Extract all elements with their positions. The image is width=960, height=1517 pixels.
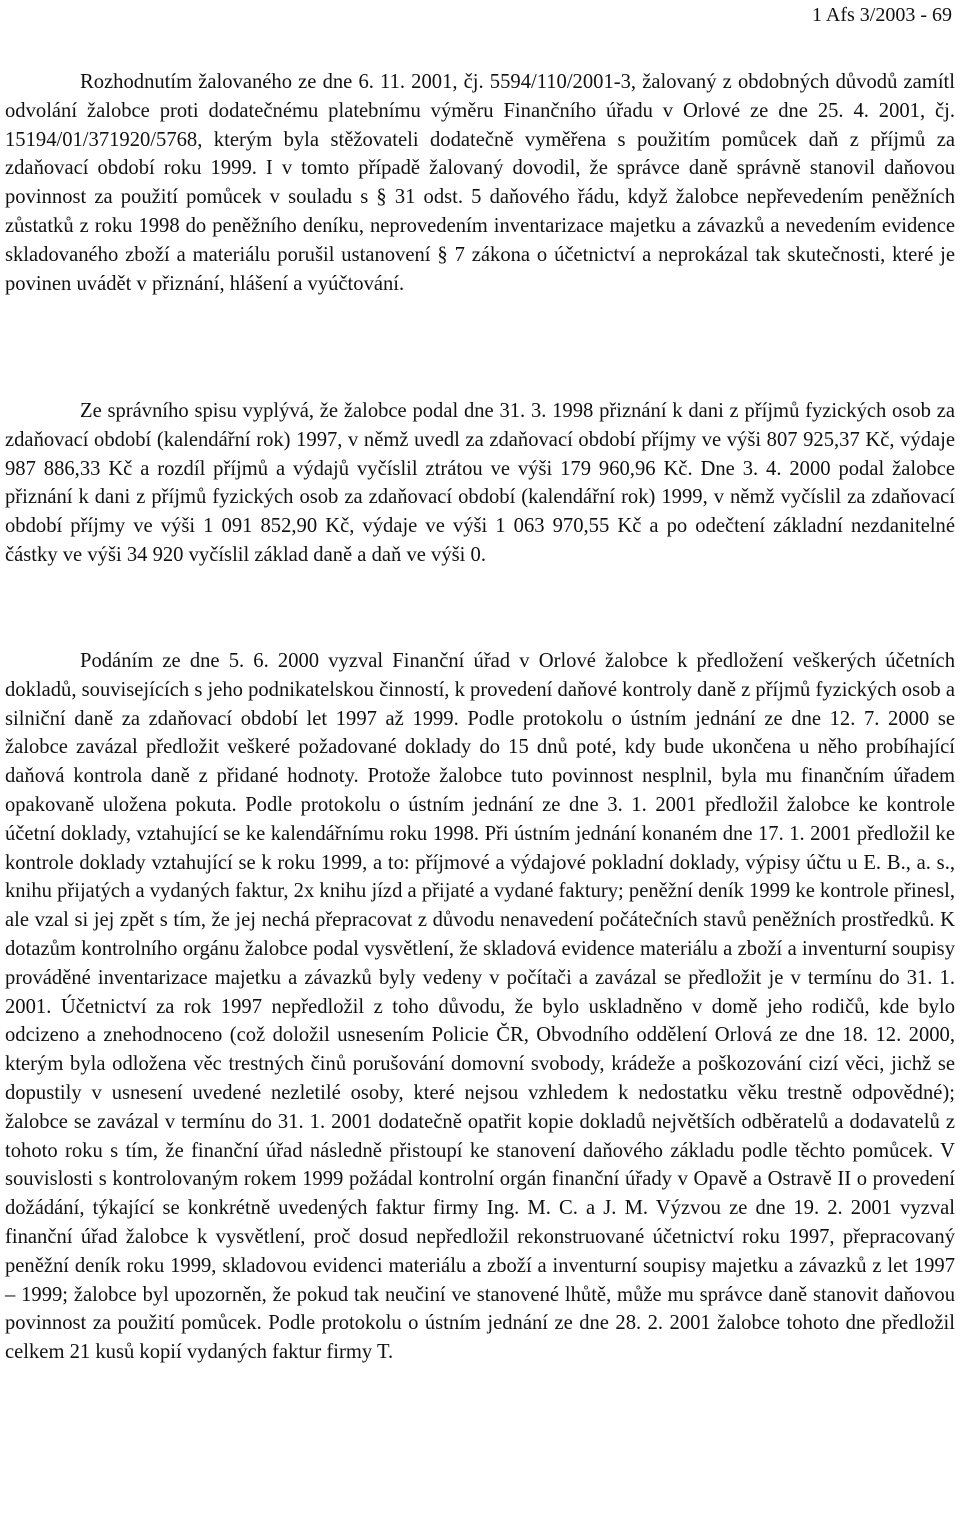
paragraph-tax-returns: Ze správního spisu vyplývá, že žalobce podal dne 31. 3. 1998 přiznání k dani z příjmů fyzických osob za zdaňovací období (kalendářní rok) 1997, v němž uvedl za zdaňovací období příjmy ve výši 807 925,37 Kč, výdaje 987 886,33 Kč a rozdíl příjmů a výdajů vyčíslil ztrátou ve výši 179 960,96 Kč. Dne 3. 4. 2000 podal žalobce přiznání k dani z příjmů fyzických osob za zdaňovací období (kalendářní rok) 1999, v němž vyčíslil za zdaňovací období příjmy ve výši 1 091 852,90 Kč, výdaje ve výši 1 063 970,55 Kč a po odečtení základní nezdanitelné částky ve výši 34 920 vyčíslil základ daně a daň ve výši 0. <box>5 400 955 566</box>
case-reference: 1 Afs 3/2003 - 69 <box>812 4 952 26</box>
paragraph-decision-summary: Rozhodnutím žalovaného ze dne 6. 11. 2001, čj. 5594/110/2001-3, žalovaný z obdobných důvodů zamítl odvolání žalobce proti dodatečnému platebnímu výměru Finančního úřadu v Orlové ze dne 25. 4. 2001, čj. 15194/01/371920/5768, kterým byla stěžovateli dodatečně vyměřena s použitím pomůcek daň z příjmů za zdaňovací období roku 1999. I v tomto případě žalovaný dovodil, že správce daně správně stanovil daňovou povinnost za použití pomůcek v souladu s § 31 odst. 5 daňového řádu, když žalobce nepřevedením peněžních zůstatků z roku 1998 do peněžního deníku, neprovedením inventarizace majetku a závazků a nevedením evidence skladovaného zboží a materiálu porušil ustanovení § 7 zákona o účetnictví a neprokázal tak skutečnosti, které je povinen uvádět v přiznání, hlášení a vyúčtování. <box>5 71 955 295</box>
paragraph-tax-audit: Podáním ze dne 5. 6. 2000 vyzval Finanční úřad v Orlové žalobce k předložení veškerých účetních dokladů, souvisejících s jeho podnikatelskou činností, k provedení daňové kontroly daně z příjmů fyzických osob a silniční daně za zdaňovací období let 1997 až 1999. Podle protokolu o ústním jednání ze dne 12. 7. 2000 se žalobce zavázal předložit veškeré požadované doklady do 15 dnů poté, kdy bude ukončena u něho probíhající daňová kontrola daně z přidané hodnoty. Protože žalobce tuto povinnost nesplnil, byla mu finančním úřadem opakovaně uložena pokuta. Podle protokolu o ústním jednání ze dne 3. 1. 2001 předložil žalobce ke kontrole účetní doklady, vztahující se ke kalendářnímu roku 1998. Při ústním jednání konaném dne 17. 1. 2001 předložil ke kontrole doklady vztahující se k roku 1999, a to: příjmové a výdajové pokladní doklady, výpisy účtu u E. B., a. s., knihu přijatých a vydaných faktur, 2x knihu jízd a přijaté a vydané faktury; peněžní deník 1999 ke kontrole přinesl, ale vzal si jej zpět s tím, že jej nechá přepracovat z důvodu nenavedení počátečních stavů peněžních prostředků. K dotazům kontrolního orgánu žalobce podal vysvětlení, že skladová evidence materiálu a zboží a inventurní soupisy prováděné inventarizace majetku a závazků byly vedeny v počítači a zavázal se předložit je v termínu do 31. 1. 2001. Účetnictví za rok 1997 nepředložil z toho důvodu, že bylo uskladněno v domě jeho rodičů, kde bylo odcizeno a znehodnoceno (což doložil usnesením Policie ČR, Obvodního oddělení Orlová ze dne 18. 12. 2000, kterým byla odložena věc trestných činů porušování domovní svobody, krádeže a poškozování cizí věci, jichž se dopustily v usnesení uvedené nezletilé osoby, které nejsou vzhledem k nedostatku věku trestně odpovědné); žalobce se zavázal v termínu do 31. 1. 2001 dodatečně opatřit kopie dokladů největších odběratelů a dodavatelů z tohoto roku s tím, že finanční úřad následně přistoupí ke stanovení daňového základu podle těchto pomůcek. V souvislosti s kontrolovaným rokem 1999 požádal kontrolní orgán finanční úřady v Opavě a Ostravě II o provedení dožádání, týkající se konkrétně uvedených faktur firmy Ing. M. C. a J. M. Výzvou ze dne 19. 2. 2001 vyzval finanční úřad žalobce k vysvětlení, proč dosud nepředložil rekonstruované účetnictví roku 1997, přepracovaný peněžní deník roku 1999, skladovou evidenci materiálu a zboží a inventurní soupisy majetku a závazků z let 1997 – 1999; žalobce byl upozorněn, že pokud tak neučiní ve stanovené lhůtě, může mu správce daně stanovit daňovou povinnost za použití pomůcek. Podle protokolu o ústním jednání ze dne 28. 2. 2001 žalobce tohoto dne předložil celkem 21 kusů kopií vydaných faktur firmy T. <box>5 650 955 1364</box>
